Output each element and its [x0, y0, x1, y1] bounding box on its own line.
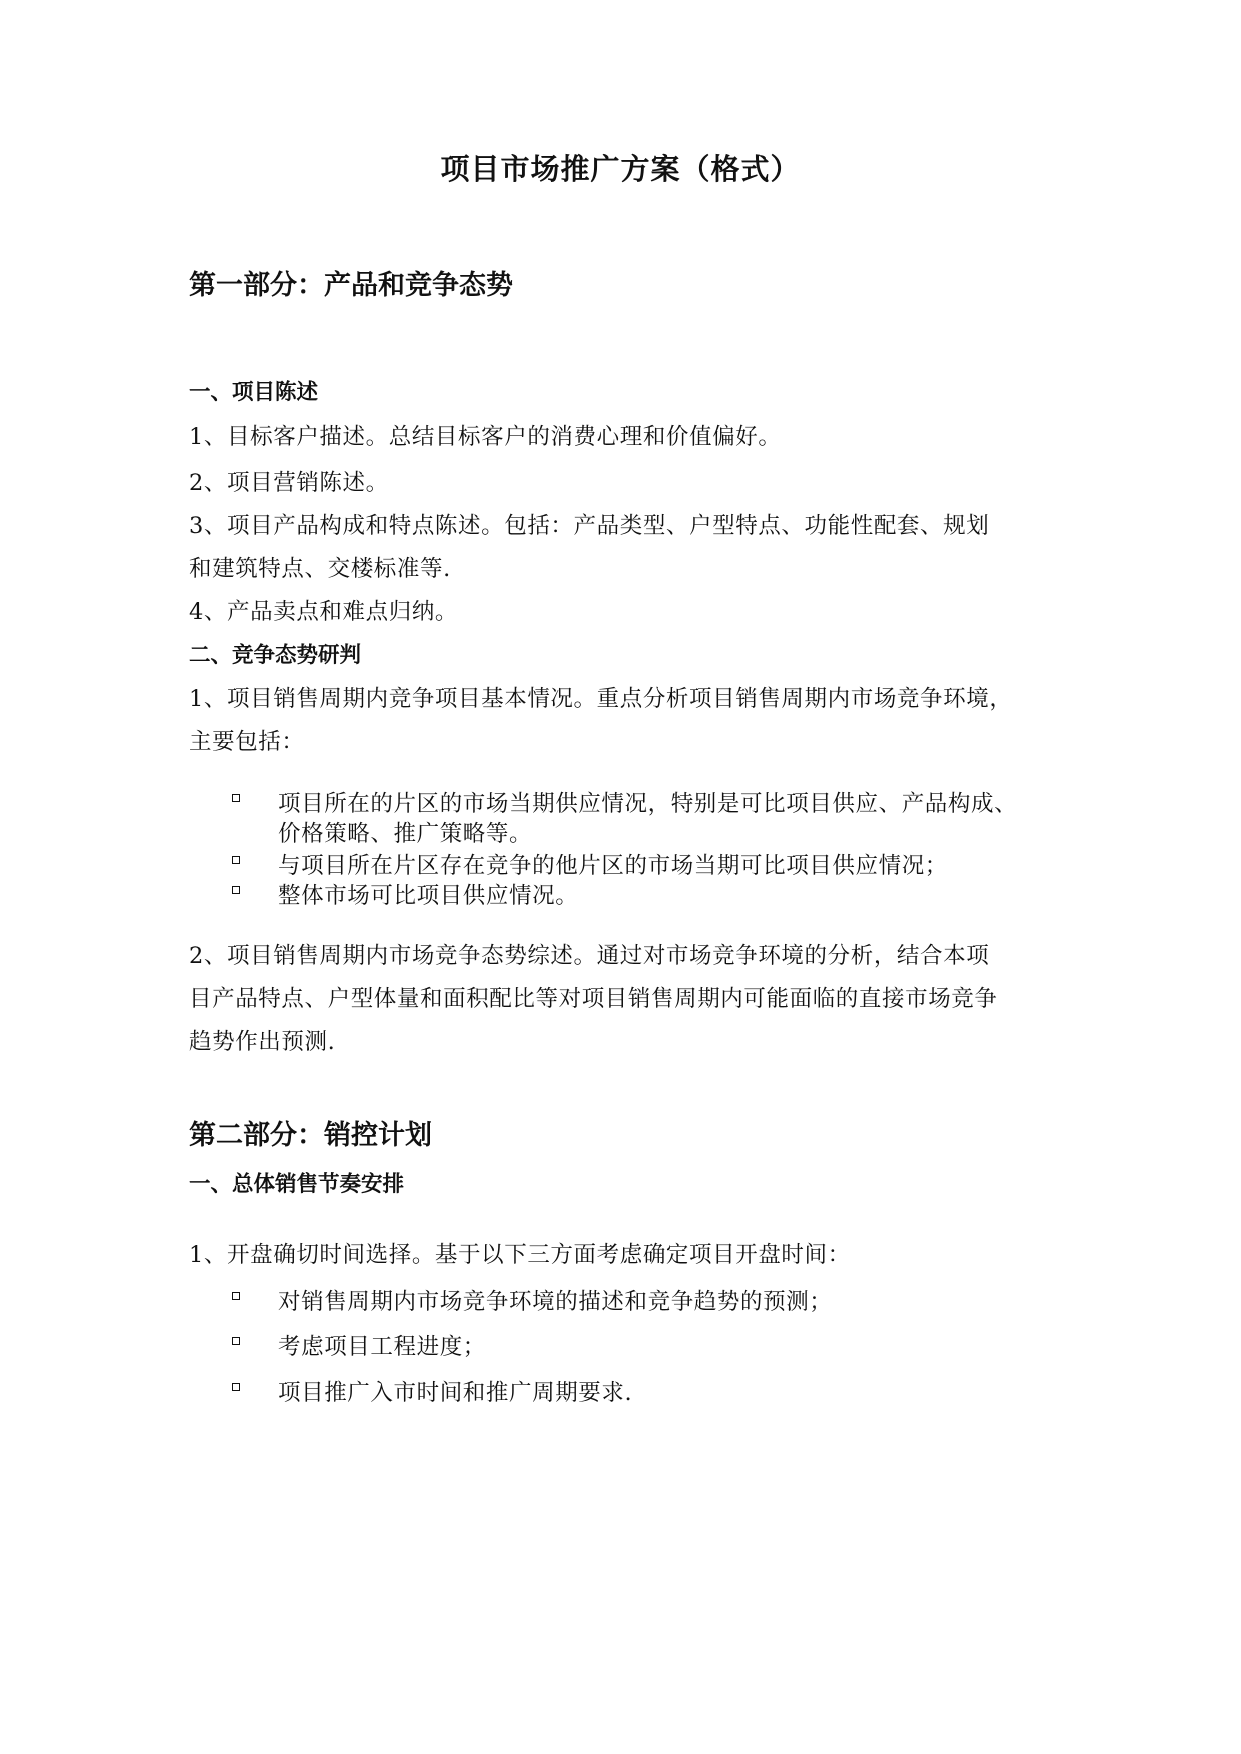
bullet-text: 考虑项目工程进度； — [278, 1334, 486, 1360]
bullet-text: 与项目所在片区存在竞争的他片区的市场当期可比项目供应情况； — [278, 853, 948, 879]
part1-section1-item-4: 4、产品卖点和难点归纳。 — [189, 599, 459, 625]
part1-heading: 第一部分：产品和竞争态势 — [189, 270, 513, 301]
part1-section2-para2-line3: 趋势作出预测. — [189, 1029, 336, 1055]
bullet-text: 项目所在的片区的市场当期供应情况，特别是可比项目供应、产品构成、 — [278, 791, 1018, 817]
checkbox-icon — [232, 886, 240, 894]
part1-section1-item-2: 2、项目营销陈述。 — [189, 470, 389, 496]
checkbox-icon — [232, 1337, 240, 1345]
bullet-text: 项目推广入市时间和推广周期要求. — [278, 1380, 633, 1406]
part2-heading: 第二部分：销控计划 — [189, 1120, 432, 1151]
part1-section1-item-3-cont: 和建筑特点、交楼标准等. — [189, 556, 451, 582]
part1-section2-heading: 二、竞争态势研判 — [189, 643, 362, 668]
bullet-text: 价格策略、推广策略等。 — [278, 821, 533, 847]
checkbox-icon — [232, 856, 240, 864]
checkbox-icon — [232, 1292, 240, 1300]
part2-section1-heading: 一、总体销售节奏安排 — [189, 1172, 405, 1197]
part1-section2-para2-line1: 2、项目销售周期内市场竞争态势综述。通过对市场竞争环境的分析，结合本项 — [189, 943, 990, 969]
document-title: 项目市场推广方案（格式） — [440, 152, 801, 186]
part2-section1-para1: 1、开盘确切时间选择。基于以下三方面考虑确定项目开盘时间： — [189, 1242, 851, 1268]
checkbox-icon — [232, 794, 240, 802]
part1-section1-item-3: 3、项目产品构成和特点陈述。包括：产品类型、户型特点、功能性配套、规划 — [189, 513, 990, 539]
part1-section1-heading: 一、项目陈述 — [189, 380, 319, 405]
checkbox-icon — [232, 1383, 240, 1391]
part1-section2-para1-line2: 主要包括： — [189, 729, 305, 755]
bullet-text: 整体市场可比项目供应情况。 — [278, 883, 579, 909]
part1-section2-para2-line2: 目产品特点、户型体量和面积配比等对项目销售周期内可能面临的直接市场竞争 — [189, 986, 998, 1012]
part1-section2-para1-line1: 1、项目销售周期内竞争项目基本情况。重点分析项目销售周期内市场竞争环境， — [189, 686, 1013, 712]
part1-section1-item-1: 1、目标客户描述。总结目标客户的消费心理和价值偏好。 — [189, 424, 782, 450]
bullet-text: 对销售周期内市场竞争环境的描述和竞争趋势的预测； — [278, 1289, 833, 1315]
